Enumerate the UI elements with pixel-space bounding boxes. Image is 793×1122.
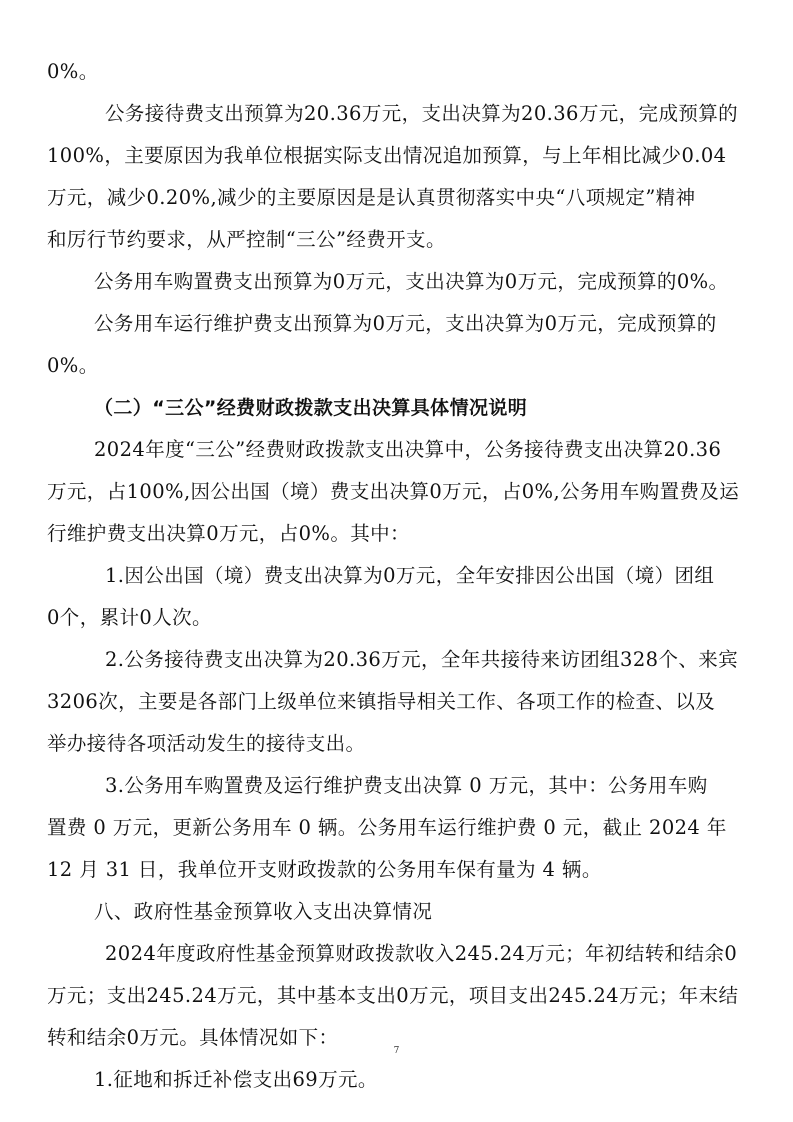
paragraph-line: 置费 0 万元，更新公务用车 0 辆。公务用车运行维护费 0 元，截止 2024 年 bbox=[47, 816, 727, 839]
section-heading: （二）“三公”经费财政拨款支出决算具体情况说明 bbox=[94, 397, 528, 419]
paragraph-line: 1.因公出国（境）费支出决算为0万元，全年安排因公出国（境）团组 bbox=[105, 564, 715, 587]
paragraph-line: 公务用车运行维护费支出预算为0万元，支出决算为0万元，完成预算的 bbox=[94, 312, 717, 335]
paragraph-line: 万元，减少0.20%,减少的主要原因是是认真贯彻落实中央“八项规定”精神 bbox=[47, 186, 696, 209]
paragraph-line: 和厉行节约要求，从严控制“三公”经费开支。 bbox=[47, 228, 446, 251]
paragraph-line: 公务接待费支出预算为20.36万元，支出决算为20.36万元，完成预算的 bbox=[105, 102, 739, 125]
paragraph-line: 100%，主要原因为我单位根据实际支出情况追加预算，与上年相比减少0.04 bbox=[47, 144, 727, 167]
paragraph-line: 3.公务用车购置费及运行维护费支出决算 0 万元，其中：公务用车购 bbox=[105, 774, 708, 797]
paragraph-line: 2024年度“三公”经费财政拨款支出决算中，公务接待费支出决算20.36 bbox=[94, 438, 722, 461]
paragraph-line: 行维护费支出决算0万元，占0%。其中： bbox=[47, 522, 410, 545]
paragraph-line: 万元；支出245.24万元，其中基本支出0万元，项目支出245.24万元；年末结 bbox=[47, 984, 739, 1007]
section-heading: 八、政府性基金预算收入支出决算情况 bbox=[94, 900, 433, 923]
page-number: 7 bbox=[393, 1046, 400, 1056]
paragraph-line: 2024年度政府性基金预算财政拨款收入245.24万元；年初结转和结余0 bbox=[105, 942, 738, 965]
paragraph-line: 举办接待各项活动发生的接待支出。 bbox=[47, 732, 366, 755]
paragraph-line: 1.征地和拆迁补偿支出69万元。 bbox=[94, 1068, 378, 1091]
paragraph-line: 0个，累计0人次。 bbox=[47, 606, 212, 629]
paragraph-line: 公务用车购置费支出预算为0万元，支出决算为0万元，完成预算的0%。 bbox=[94, 270, 729, 293]
paragraph-line: 转和结余0万元。具体情况如下： bbox=[47, 1026, 339, 1049]
paragraph-line: 12 月 31 日，我单位开支财政拨款的公务用车保有量为 4 辆。 bbox=[47, 858, 602, 881]
paragraph-line: 0%。 bbox=[47, 60, 99, 83]
paragraph-line: 万元，占100%,因公出国（境）费支出决算0万元，占0%,公务用车购置费及运 bbox=[47, 480, 740, 503]
paragraph-line: 2.公务接待费支出决算为20.36万元，全年共接待来访团组328个、来宾 bbox=[105, 648, 739, 671]
paragraph-line: 3206次，主要是各部门上级单位来镇指导相关工作、各项工作的检查、以及 bbox=[47, 690, 716, 713]
paragraph-line: 0%。 bbox=[47, 354, 99, 377]
